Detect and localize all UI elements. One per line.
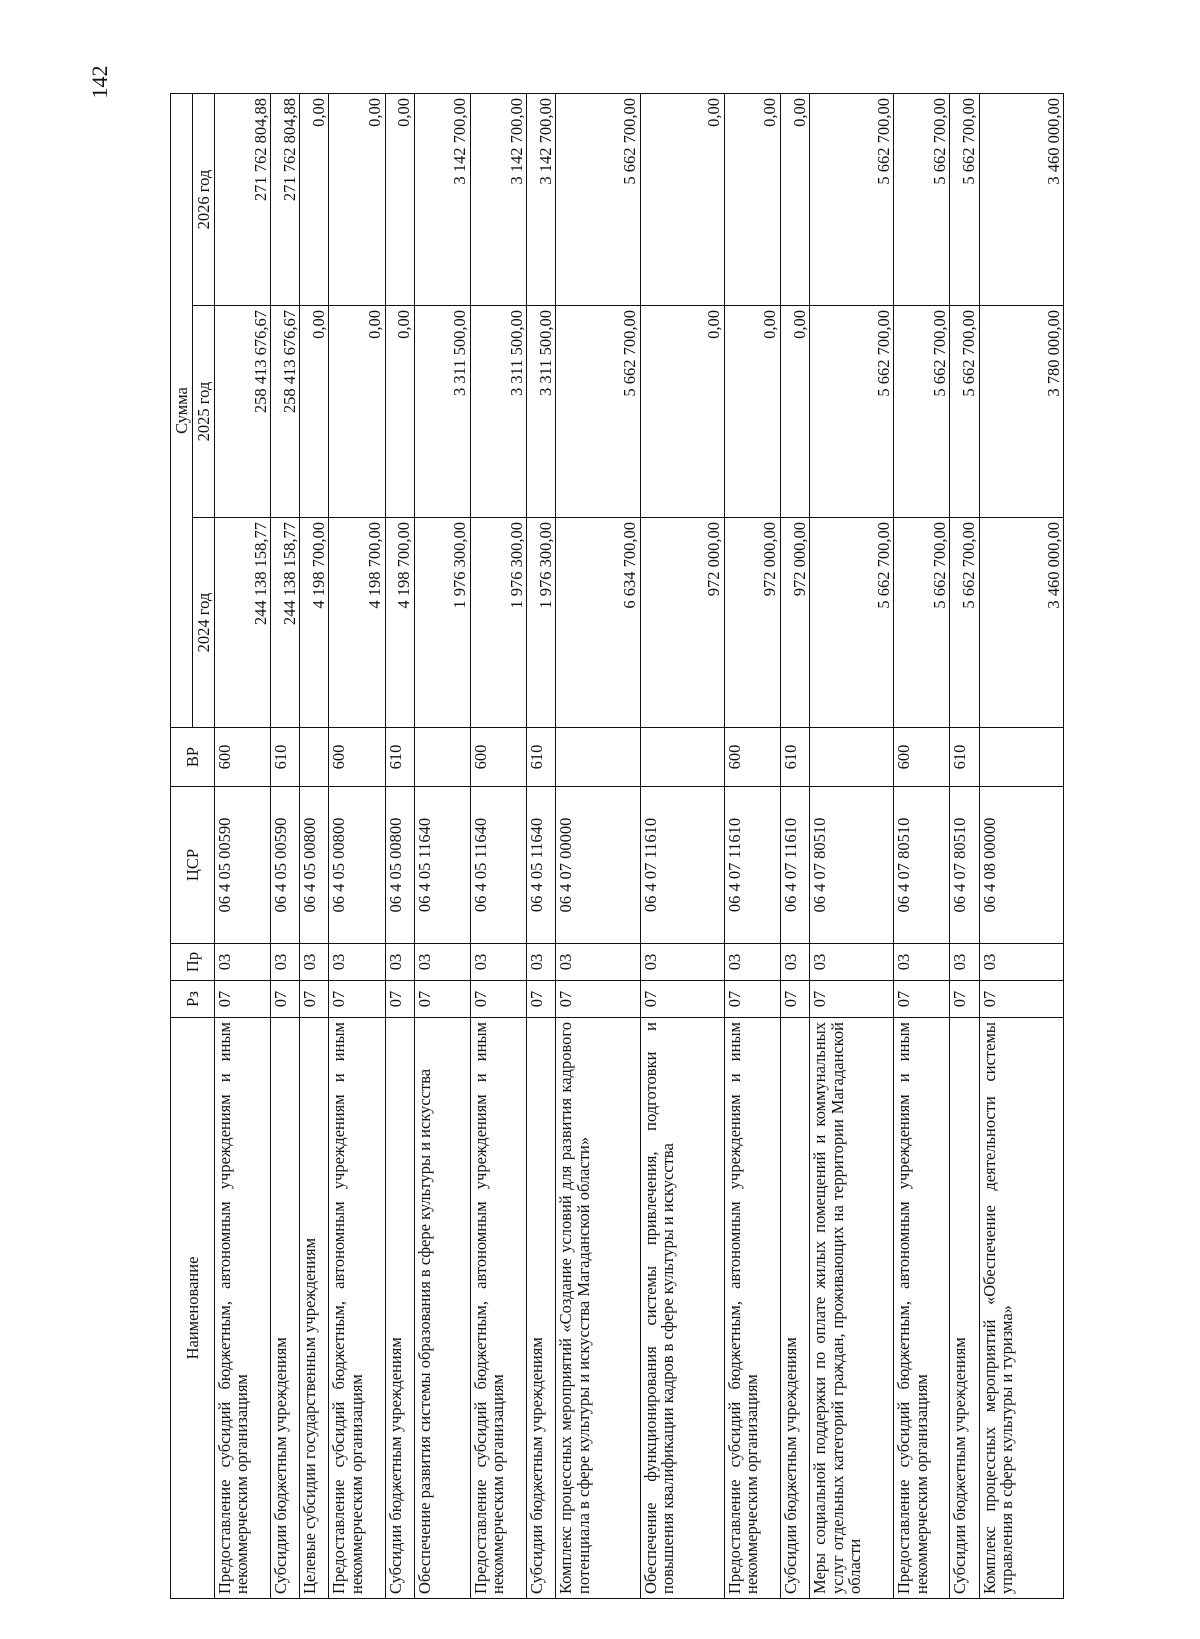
header-sum: Сумма (171, 94, 193, 728)
row-pr: 03 (271, 944, 300, 981)
row-pr: 03 (414, 944, 470, 981)
header-2025: 2025 год (193, 306, 215, 518)
row-csr: 06 4 07 80510 (950, 787, 979, 944)
row-sum-2024: 972 000,00 (640, 518, 724, 728)
table-row (894, 94, 950, 1599)
row-rz: 07 (385, 981, 414, 1018)
row-sum-2025: 3 311 500,00 (414, 306, 470, 518)
row-sum-2025: 5 662 700,00 (950, 306, 979, 518)
row-name: Субсидии бюджетным учреждениям (271, 1018, 300, 1599)
row-sum-2025: 3 311 500,00 (527, 306, 556, 518)
table-row (271, 94, 300, 1599)
row-sum-2024: 244 138 158,77 (271, 518, 300, 728)
header-2026: 2026 год (193, 94, 215, 306)
row-rz: 07 (215, 981, 271, 1018)
row-csr: 06 4 07 11610 (780, 787, 809, 944)
row-rz: 07 (810, 981, 894, 1018)
row-sum-2025: 0,00 (385, 306, 414, 518)
row-sum-2026: 0,00 (640, 94, 724, 306)
budget-table (170, 93, 1064, 1599)
table-row (556, 94, 640, 1599)
row-sum-2026: 5 662 700,00 (556, 94, 640, 306)
row-sum-2026: 3 142 700,00 (414, 94, 470, 306)
row-rz: 07 (271, 981, 300, 1018)
row-sum-2026: 0,00 (780, 94, 809, 306)
header-csr: ЦСР (171, 787, 215, 944)
row-name: Предоставление субсидий бюджетным, автономным учреждениям и иным некоммерческим организациям (470, 1018, 526, 1599)
row-vr: 610 (271, 728, 300, 787)
table-row (810, 94, 894, 1599)
row-sum-2026: 5 662 700,00 (894, 94, 950, 306)
row-vr (414, 728, 470, 787)
row-vr: 600 (215, 728, 271, 787)
table-row (527, 94, 556, 1599)
row-name: Обеспечение развития системы образования в сфере культуры и искусства (414, 1018, 470, 1599)
table-row (329, 94, 385, 1599)
row-sum-2024: 1 976 300,00 (527, 518, 556, 728)
row-vr: 600 (894, 728, 950, 787)
row-pr: 03 (724, 944, 780, 981)
row-sum-2026: 3 142 700,00 (527, 94, 556, 306)
row-rz: 07 (724, 981, 780, 1018)
row-sum-2024: 5 662 700,00 (950, 518, 979, 728)
table-row (950, 94, 979, 1599)
row-rz: 07 (979, 981, 1063, 1018)
table-row (979, 94, 1063, 1599)
row-sum-2025: 0,00 (780, 306, 809, 518)
table-row (724, 94, 780, 1599)
row-pr: 03 (810, 944, 894, 981)
row-sum-2024: 3 460 000,00 (979, 518, 1063, 728)
row-pr: 03 (527, 944, 556, 981)
page-number: 142 (87, 65, 112, 99)
row-csr: 06 4 07 80510 (810, 787, 894, 944)
row-sum-2026: 5 662 700,00 (950, 94, 979, 306)
row-pr: 03 (556, 944, 640, 981)
row-sum-2026: 0,00 (300, 94, 329, 306)
row-sum-2025: 5 662 700,00 (894, 306, 950, 518)
row-vr: 610 (950, 728, 979, 787)
row-sum-2024: 1 976 300,00 (470, 518, 526, 728)
table-row (780, 94, 809, 1599)
row-sum-2024: 4 198 700,00 (385, 518, 414, 728)
header-2024: 2024 год (193, 518, 215, 728)
row-csr: 06 4 07 11610 (640, 787, 724, 944)
row-name: Комплекс процессных мероприятий «Создание условий для развития кадрового потенциала в сфере культуры и искусства Магаданской области» (556, 1018, 640, 1599)
row-rz: 07 (780, 981, 809, 1018)
row-sum-2025: 3 311 500,00 (470, 306, 526, 518)
row-vr: 600 (470, 728, 526, 787)
row-sum-2025: 5 662 700,00 (556, 306, 640, 518)
row-sum-2026: 0,00 (329, 94, 385, 306)
row-sum-2024: 244 138 158,77 (215, 518, 271, 728)
row-name: Субсидии бюджетным учреждениям (527, 1018, 556, 1599)
row-sum-2025: 258 413 676,67 (215, 306, 271, 518)
header-name: Наименование (171, 1018, 215, 1599)
row-csr: 06 4 08 00000 (979, 787, 1063, 944)
row-name: Предоставление субсидий бюджетным, автономным учреждениям и иным некоммерческим организациям (329, 1018, 385, 1599)
row-pr: 03 (640, 944, 724, 981)
row-rz: 07 (950, 981, 979, 1018)
row-name: Комплекс процессных мероприятий «Обеспечение деятельности системы управления в сфере культуры и туризма» (979, 1018, 1063, 1599)
row-pr: 03 (329, 944, 385, 981)
row-vr (640, 728, 724, 787)
row-sum-2025: 0,00 (329, 306, 385, 518)
row-pr: 03 (215, 944, 271, 981)
row-sum-2024: 1 976 300,00 (414, 518, 470, 728)
row-csr: 06 4 05 00800 (300, 787, 329, 944)
table-row (470, 94, 526, 1599)
row-csr: 06 4 05 11640 (527, 787, 556, 944)
row-sum-2025: 3 780 000,00 (979, 306, 1063, 518)
row-name: Предоставление субсидий бюджетным, автономным учреждениям и иным некоммерческим организациям (724, 1018, 780, 1599)
row-sum-2026: 3 142 700,00 (470, 94, 526, 306)
row-sum-2026: 271 762 804,88 (215, 94, 271, 306)
row-name: Обеспечение функционирования системы привлечения, подготовки и повышения квалификации кадров в сфере культуры и искусства (640, 1018, 724, 1599)
row-name: Субсидии бюджетным учреждениям (780, 1018, 809, 1599)
row-rz: 07 (300, 981, 329, 1018)
row-sum-2026: 3 460 000,00 (979, 94, 1063, 306)
row-name: Предоставление субсидий бюджетным, автономным учреждениям и иным некоммерческим организациям (215, 1018, 271, 1599)
row-rz: 07 (556, 981, 640, 1018)
row-vr: 610 (780, 728, 809, 787)
row-vr: 610 (527, 728, 556, 787)
row-sum-2024: 5 662 700,00 (894, 518, 950, 728)
row-csr: 06 4 07 80510 (894, 787, 950, 944)
row-rz: 07 (894, 981, 950, 1018)
row-sum-2025: 5 662 700,00 (810, 306, 894, 518)
row-rz: 07 (640, 981, 724, 1018)
row-csr: 06 4 07 11610 (724, 787, 780, 944)
row-sum-2026: 271 762 804,88 (271, 94, 300, 306)
row-vr: 600 (329, 728, 385, 787)
row-csr: 06 4 05 11640 (470, 787, 526, 944)
table-row (640, 94, 724, 1599)
row-sum-2026: 0,00 (385, 94, 414, 306)
row-rz: 07 (527, 981, 556, 1018)
row-vr (556, 728, 640, 787)
budget-table-rotated (170, 94, 1064, 1599)
row-vr (810, 728, 894, 787)
header-pr: Пр (171, 944, 215, 981)
row-pr: 03 (470, 944, 526, 981)
row-sum-2026: 5 662 700,00 (810, 94, 894, 306)
row-csr: 06 4 05 11640 (414, 787, 470, 944)
row-name: Меры социальной поддержки по оплате жилых помещений и коммунальных услуг отдельных категорий граждан, проживающих на территории Магаданской области (810, 1018, 894, 1599)
row-csr: 06 4 05 00590 (271, 787, 300, 944)
row-sum-2025: 258 413 676,67 (271, 306, 300, 518)
row-sum-2024: 6 634 700,00 (556, 518, 640, 728)
row-pr: 03 (950, 944, 979, 981)
table-row (300, 94, 329, 1599)
row-name: Субсидии бюджетным учреждениям (385, 1018, 414, 1599)
row-sum-2026: 0,00 (724, 94, 780, 306)
row-name: Предоставление субсидий бюджетным, автономным учреждениям и иным некоммерческим организациям (894, 1018, 950, 1599)
row-name: Субсидии бюджетным учреждениям (950, 1018, 979, 1599)
row-csr: 06 4 07 00000 (556, 787, 640, 944)
row-sum-2025: 0,00 (640, 306, 724, 518)
row-vr (300, 728, 329, 787)
table-body (215, 94, 1064, 1599)
table-row (414, 94, 470, 1599)
row-sum-2024: 4 198 700,00 (329, 518, 385, 728)
row-csr: 06 4 05 00800 (385, 787, 414, 944)
row-vr: 600 (724, 728, 780, 787)
row-name: Целевые субсидии государственным учреждениям (300, 1018, 329, 1599)
row-pr: 03 (894, 944, 950, 981)
row-sum-2025: 0,00 (300, 306, 329, 518)
row-sum-2024: 972 000,00 (724, 518, 780, 728)
row-rz: 07 (470, 981, 526, 1018)
table-row (385, 94, 414, 1599)
row-csr: 06 4 05 00800 (329, 787, 385, 944)
header-rz: Рз (171, 981, 215, 1018)
row-rz: 07 (329, 981, 385, 1018)
row-sum-2024: 972 000,00 (780, 518, 809, 728)
table-row (215, 94, 271, 1599)
row-csr: 06 4 05 00590 (215, 787, 271, 944)
row-sum-2024: 4 198 700,00 (300, 518, 329, 728)
row-pr: 03 (385, 944, 414, 981)
header-vr: ВР (171, 728, 215, 787)
row-pr: 03 (780, 944, 809, 981)
row-pr: 03 (979, 944, 1063, 981)
row-vr (979, 728, 1063, 787)
row-sum-2025: 0,00 (724, 306, 780, 518)
row-rz: 07 (414, 981, 470, 1018)
row-vr: 610 (385, 728, 414, 787)
row-pr: 03 (300, 944, 329, 981)
row-sum-2024: 5 662 700,00 (810, 518, 894, 728)
